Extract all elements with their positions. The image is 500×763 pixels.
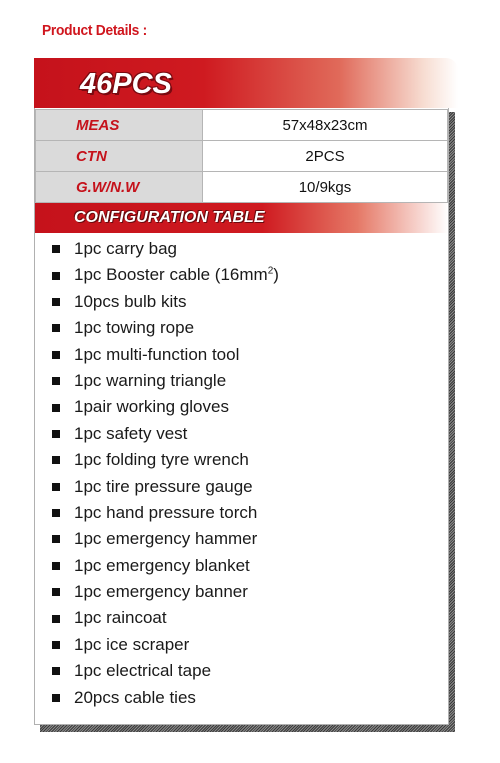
square-bullet-icon [52,377,60,385]
list-item [52,421,279,447]
list-item [52,526,279,552]
config-title: CONFIGURATION TABLE [74,209,265,226]
square-bullet-icon [52,456,60,464]
spec-row [36,141,448,172]
spec-row [36,172,448,203]
list-item [52,447,279,473]
square-bullet-icon [52,324,60,332]
item-text: 1pc warning triangle [74,370,227,390]
square-bullet-icon [52,588,60,596]
item-text: 1pc hand pressure torch [74,502,258,522]
item-text: 1pc electrical tape [74,661,212,681]
item-text: 1pc raincoat [74,608,167,628]
list-item [52,685,279,711]
spec-table [35,109,448,203]
square-bullet-icon [52,272,60,280]
list-item [52,315,279,341]
item-text: 1pc emergency banner [74,582,248,602]
item-text: 20pcs cable ties [74,687,196,707]
item-superscript: 2 [267,265,274,277]
list-item [52,579,279,605]
square-bullet-icon [52,430,60,438]
item-text-main: 1pc Booster cable (16mm [74,265,268,285]
item-text: 1pc towing rope [74,318,195,338]
item-text: 1pc emergency hammer [74,529,258,549]
square-bullet-icon [52,667,60,675]
square-bullet-icon [52,404,60,412]
list-item [52,553,279,579]
item-list [52,236,279,711]
spec-label: MEAS [36,110,203,141]
item-text: 1pc folding tyre wrench [74,450,249,470]
list-item [52,342,279,368]
square-bullet-icon [52,615,60,623]
square-bullet-icon [52,351,60,359]
spec-row [36,110,448,141]
square-bullet-icon [52,509,60,517]
list-item [52,474,279,500]
list-item [52,262,279,288]
spec-value: 57x48x23cm [203,110,448,141]
list-item [52,500,279,526]
item-text: 1pc emergency blanket [74,555,250,575]
item-text: 1pc safety vest [74,423,188,443]
square-bullet-icon [52,298,60,306]
square-bullet-icon [52,694,60,702]
item-text: 1pair working gloves [74,397,229,417]
square-bullet-icon [52,483,60,491]
spec-label: CTN [36,141,203,172]
item-text: 10pcs bulb kits [74,291,187,311]
item-text: 1pc carry bag [74,239,177,258]
page-heading: Product Details : [42,22,147,39]
list-item [52,289,279,315]
list-item [52,605,279,631]
item-text: 1pc multi-function tool [74,344,240,364]
spec-label: G.W/N.W [36,172,203,203]
square-bullet-icon [52,562,60,570]
banner-title: 46PCS [80,68,172,100]
item-text: 1pc tire pressure gauge [74,476,253,496]
square-bullet-icon [52,641,60,649]
list-item [52,236,279,262]
square-bullet-icon [52,245,60,253]
spec-value: 10/9kgs [203,172,448,203]
spec-value: 2PCS [203,141,448,172]
list-item [52,658,279,684]
item-text [74,262,279,288]
item-text: 1pc ice scraper [74,634,190,654]
list-item [52,368,279,394]
list-item [52,394,279,420]
item-text-tail: ) [273,265,279,285]
square-bullet-icon [52,535,60,543]
list-item [52,632,279,658]
